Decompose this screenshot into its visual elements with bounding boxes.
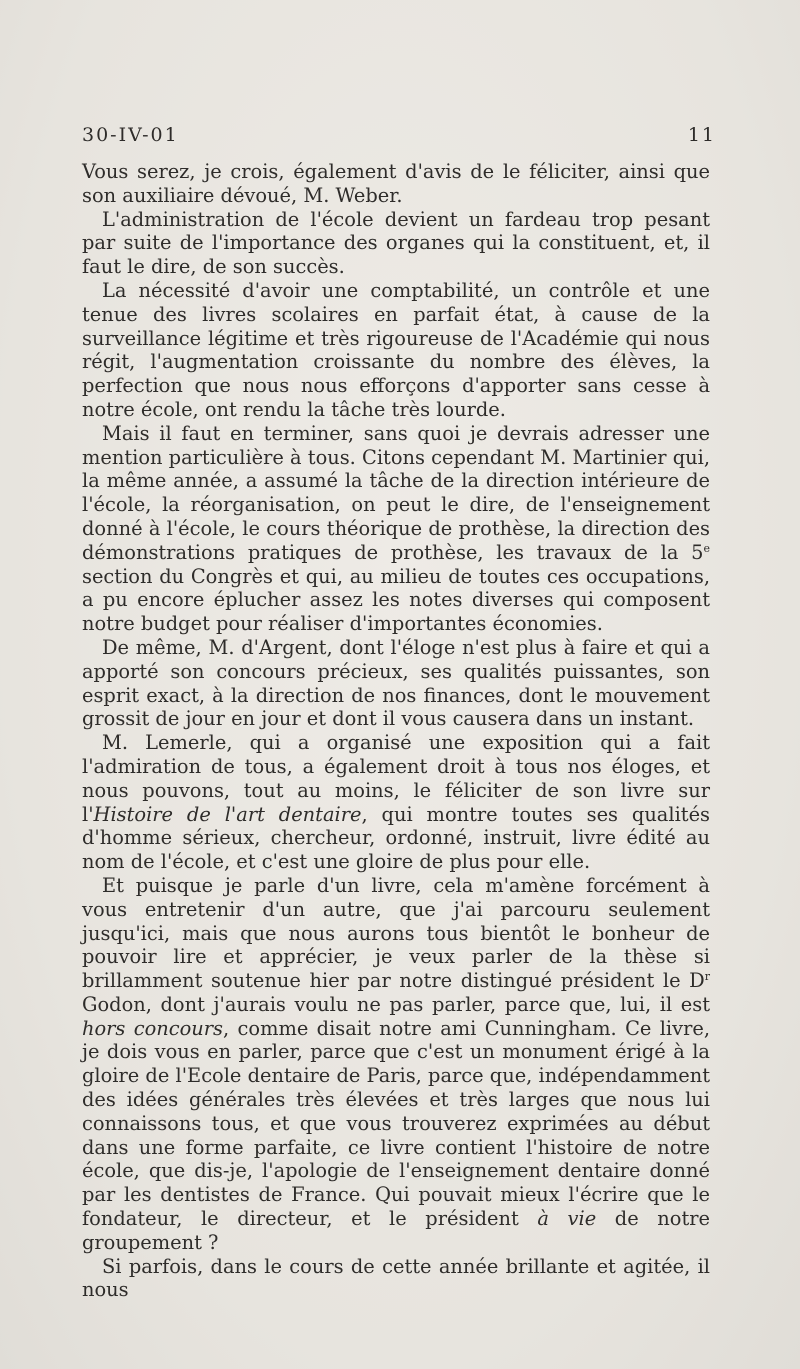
- page-number: 11: [687, 124, 716, 146]
- body-text: [82, 160, 710, 1302]
- paragraph: [82, 279, 710, 422]
- superscript-text: r: [704, 970, 710, 984]
- paragraph: [82, 422, 710, 636]
- superscript-text: e: [703, 541, 710, 555]
- text-run: L'administration de l'école devient un fardeau trop pesant par suite de l'importance des organes qui la constituent, et, il faut le dire, de son succès.: [82, 207, 710, 279]
- paragraph: [82, 1255, 710, 1303]
- italic-text: Histoire de l'art dentaire: [93, 802, 362, 826]
- text-run: section du Congrès et qui, au milieu de toutes ces occupations, a pu encore éplucher assez les notes diverses qui composent notre budget pour réaliser d'importantes économies.: [82, 564, 710, 636]
- paragraph: [82, 160, 710, 208]
- text-run: Si parfois, dans le cours de cette année brillante et agitée, il nous: [82, 1254, 710, 1302]
- text-run: M. Lemerle, qui a organisé une exposition qui a fait l'admiration de tous, a également droit à tous nos éloges, et nous pouvons, tout au moins, le féliciter de son livre sur l': [82, 731, 710, 826]
- text-run: Godon, dont j'aurais voulu ne pas parler, parce que, lui, il est: [82, 992, 710, 1016]
- text-run: de notre groupement ?: [82, 1207, 711, 1254]
- paragraph: [82, 874, 710, 1255]
- text-run: , comme disait notre ami Cunningham. Ce livre, je dois vous en parler, parce que c'est un monument érigé à la gloire de l'Ecole dentaire de Paris, parce que, indépendamment des idées générales très élevées et très larges que nous lui connaissons tous, et que vous trouverez exprimées au début dans une forme parfaite, ce livre contient l'histoire de notre école, que dis-je, l'apologie de l'enseignement dentaire donné par les dentistes de France. Qui pouvait mieux l'écrire que le fondateur, le directeur, et le président: [82, 1016, 710, 1231]
- text-run: De même, M. d'Argent, dont l'éloge n'est plus à faire et qui a apporté son concours précieux, ses qualités puissantes, son esprit exact, à la direction de nos finances, dont le mouvement grossit de jour en jour et dont il vous causera dans un instant.: [82, 635, 710, 731]
- italic-text: à vie: [537, 1207, 597, 1231]
- paragraph: [82, 636, 710, 731]
- text-run: Et puisque je parle d'un livre, cela m'amène forcément à vous entretenir d'un autre, que j'ai parcouru seulement jusqu'ici, mais que nous aurons tous bientôt le bonheur de pouvoir lire et apprécier, je veux parler de la thèse si brillamment soutenue hier par notre distingué président le D: [82, 873, 710, 993]
- text-run: Vous serez, je crois, également d'avis de le féliciter, ainsi que son auxiliaire dévoué, M. Weber.: [82, 160, 710, 207]
- paragraph: [82, 208, 710, 279]
- italic-text: hors concours: [82, 1016, 224, 1040]
- paragraph: [82, 731, 710, 874]
- running-header: [82, 124, 716, 146]
- text-run: Mais il faut en terminer, sans quoi je devrais adresser une mention particulière à tous. Citons cependant M. Martinier qui, la même année, a assumé la tâche de la direction intérieure de l'école, la réorganisation, on peut le dire, de l'enseignement donné à l'école, le cours théorique de prothèse, la direction des démonstrations pratiques de prothèse, les travaux de la 5: [82, 421, 710, 564]
- header-date: 30-IV-01: [82, 124, 179, 146]
- text-run: , qui montre toutes ses qualités d'homme sérieux, chercheur, ordonné, instruit, livre édité au nom de l'école, et c'est une gloire de plus pour elle.: [82, 802, 710, 874]
- text-run: La nécessité d'avoir une comptabilité, un contrôle et une tenue des livres scolaires en parfait état, à cause de la surveillance légitime et très rigoureuse de l'Académie qui nous régit, l'augmentation croissante du nombre des élèves, la perfection que nous nous efforçons d'apporter sans cesse à notre école, ont rendu la tâche très lourde.: [82, 278, 710, 421]
